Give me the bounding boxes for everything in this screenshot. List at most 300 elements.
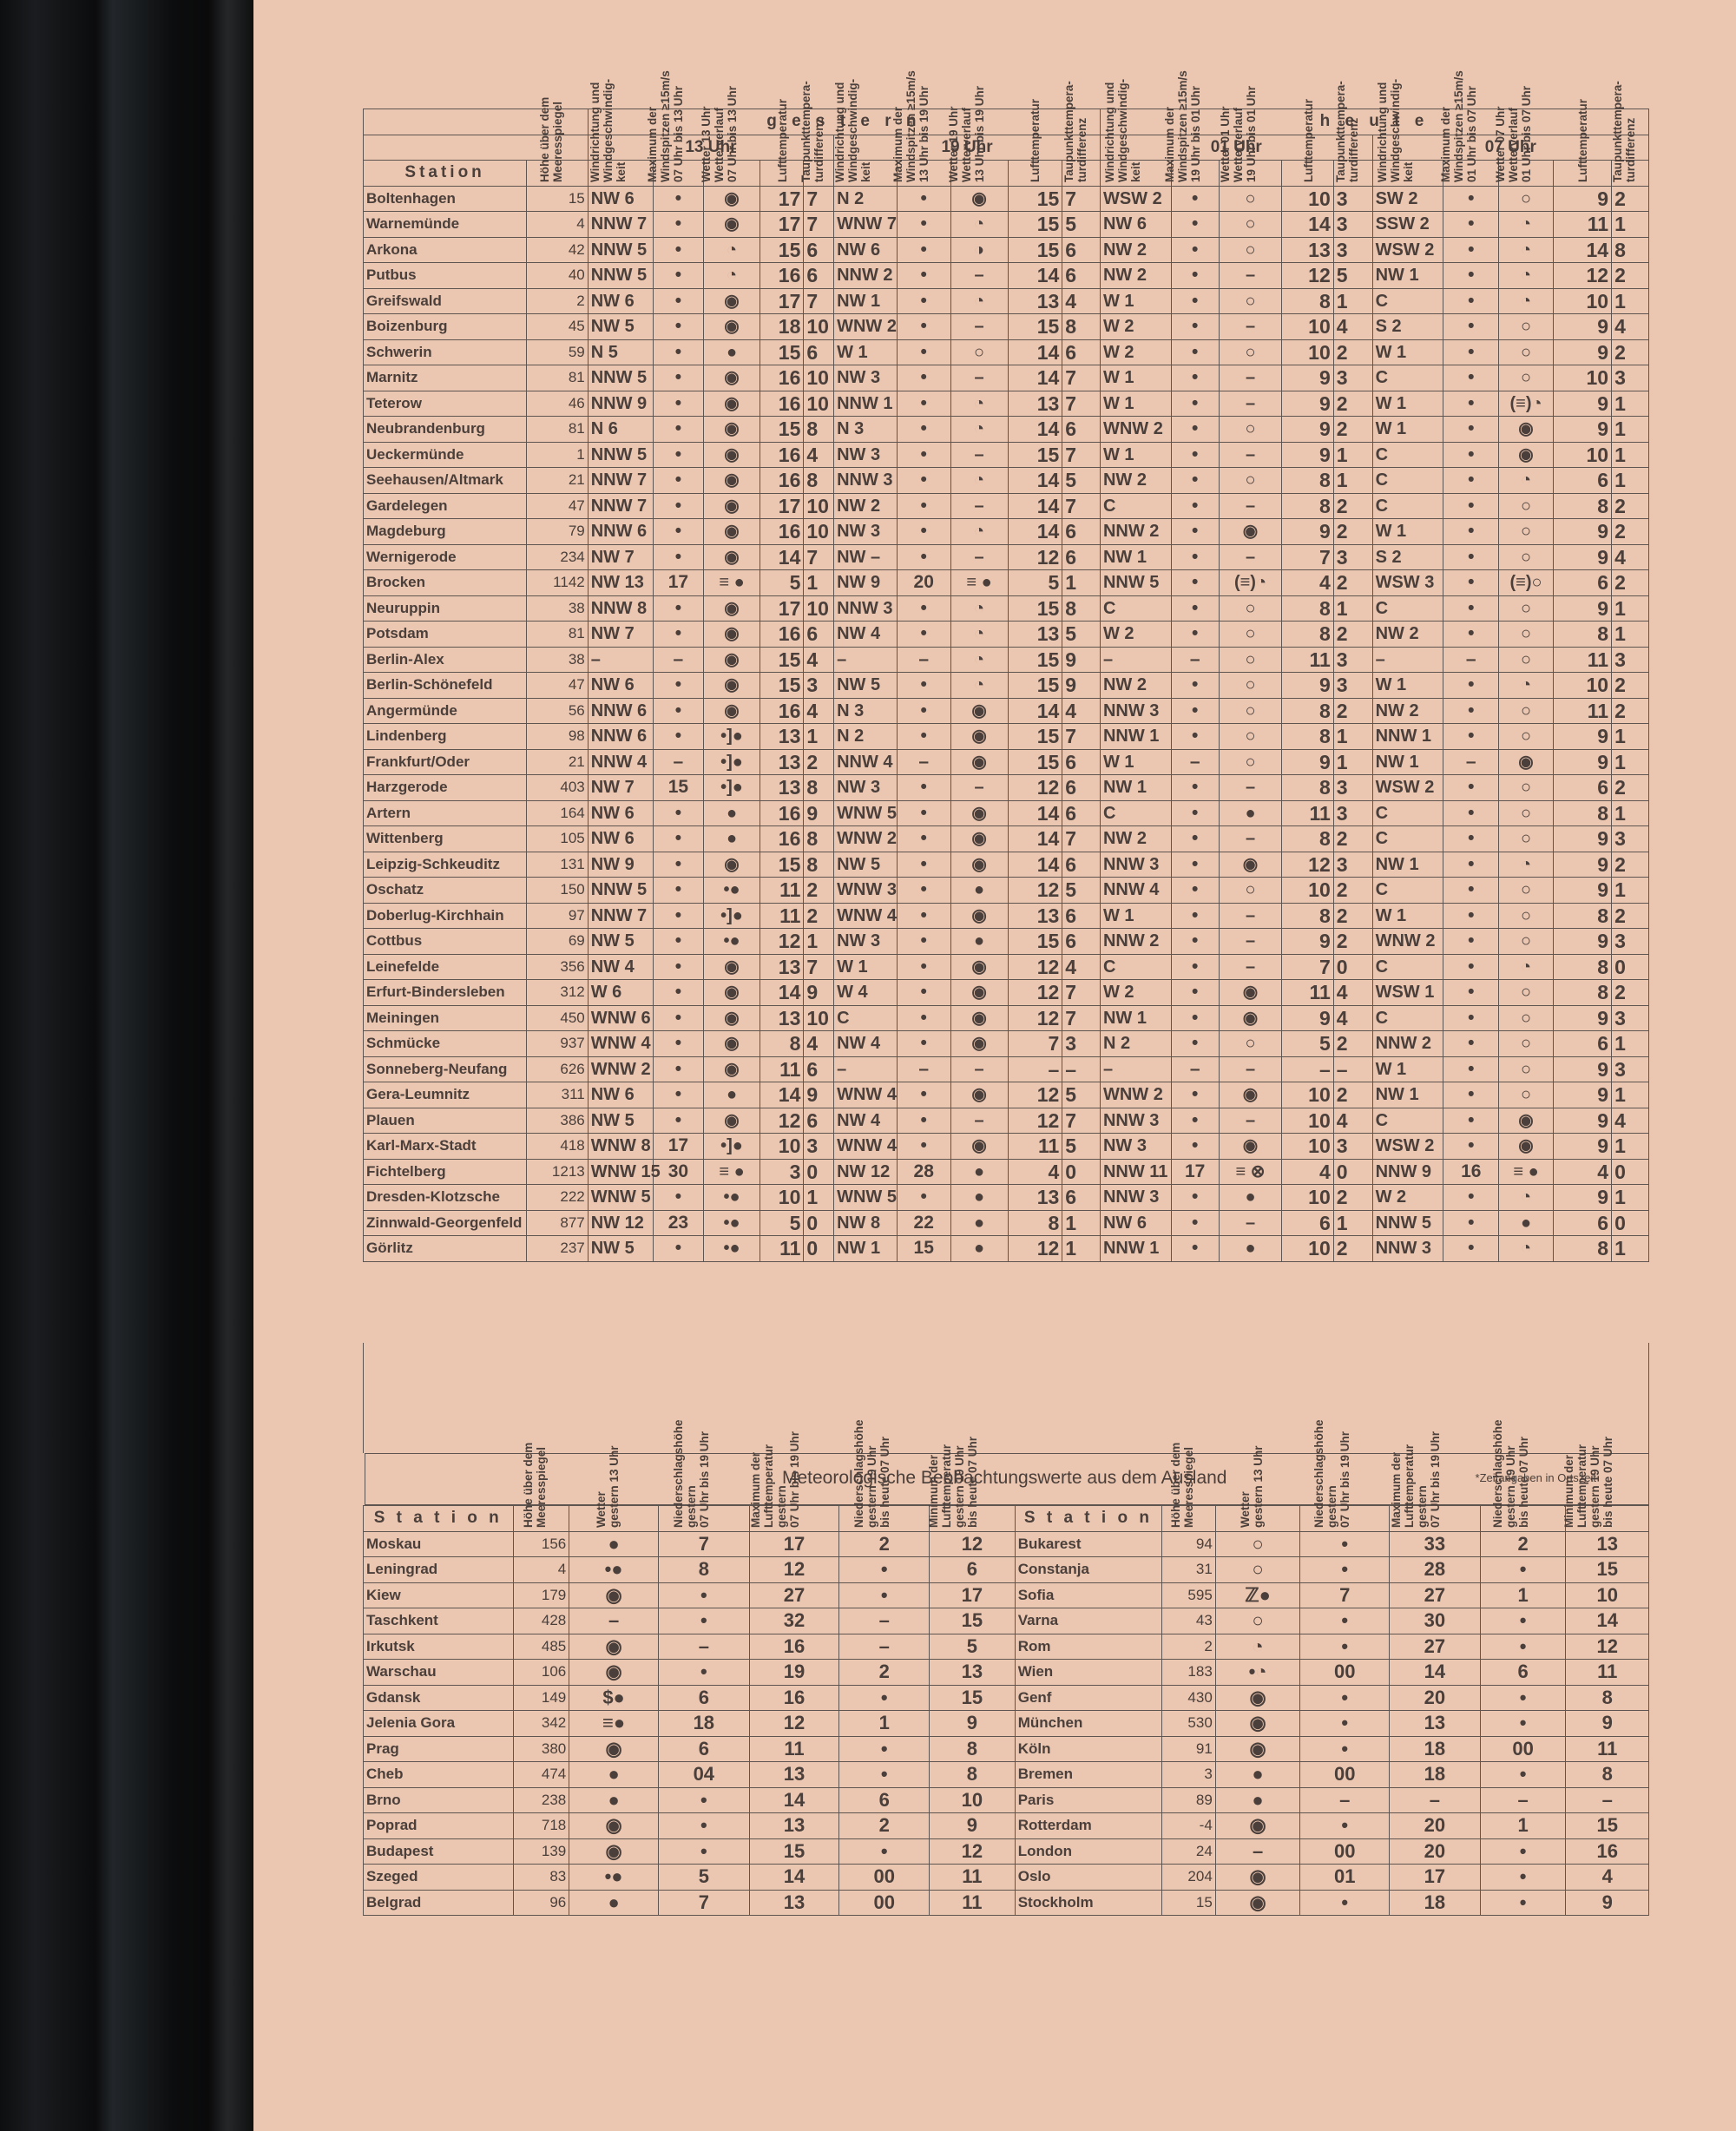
temp-19-cell: 7: [1008, 1031, 1062, 1057]
group-yesterday: g e s t e r n: [588, 109, 1100, 135]
dew-19-cell: –: [1062, 1056, 1101, 1082]
temp-13-cell: 17: [760, 595, 803, 622]
temp-19-cell: 12: [1008, 544, 1062, 570]
foreign-height-cell: 83: [513, 1865, 569, 1891]
wind-01-cell: WSW 2: [1100, 186, 1171, 212]
temp-07-cell: 10: [1553, 365, 1611, 391]
foreign-height-cell: 43: [1162, 1608, 1216, 1634]
foreign-max-cell: 18: [1390, 1762, 1481, 1788]
temp-13-cell: 16: [760, 263, 803, 289]
foreign-row: [364, 1787, 1649, 1813]
foreign-height-cell: 139: [513, 1838, 569, 1865]
dew-01-cell: 2: [1333, 826, 1372, 852]
dew-07-cell: 8: [1612, 237, 1649, 263]
dew-01-cell: –: [1333, 1056, 1372, 1082]
wind-01-cell: W 1: [1100, 903, 1171, 929]
dew-01-cell: 1: [1333, 442, 1372, 468]
wind-19-cell: N 3: [834, 698, 898, 724]
wx-07-cell: ◉: [1499, 749, 1554, 775]
max-13-cell: •: [653, 1082, 703, 1108]
temp-13-cell: 14: [760, 980, 803, 1006]
max-13-cell: •: [653, 519, 703, 545]
station-row: [364, 314, 1649, 340]
foreign-max-cell: 28: [1390, 1557, 1481, 1583]
max-13-cell: •: [653, 852, 703, 878]
foreign-min-cell: 11: [1566, 1736, 1649, 1762]
wx-19-cell: –: [950, 775, 1008, 801]
dew-07-cell: 2: [1612, 186, 1649, 212]
max-07-cell: •: [1443, 1056, 1499, 1082]
wind-07-cell: C: [1372, 800, 1443, 826]
max-01-cell: •: [1171, 903, 1219, 929]
temp-13-cell: 16: [760, 519, 803, 545]
wx-07-cell: ○: [1499, 339, 1554, 365]
dew-07-cell: 2: [1612, 775, 1649, 801]
temp-01-cell: 9: [1282, 1005, 1333, 1031]
wind-01-cell: W 1: [1100, 749, 1171, 775]
foreign-title-bar: [365, 1453, 1649, 1505]
foreign-precip-day-cell: •: [658, 1813, 749, 1839]
wx-19-cell: ○: [950, 339, 1008, 365]
wx-19-cell: ◉: [950, 698, 1008, 724]
wx-01-cell: –: [1219, 314, 1282, 340]
foreign-min-cell: 15: [930, 1608, 1016, 1634]
max-07-header: Maximum der Windspitzen ≥15m/s 01 Uhr bis 07 Uhr: [1443, 161, 1499, 187]
wind-19-cell: WNW 7: [834, 212, 898, 238]
wind-19-header: Windrichtung und Windgeschwindig- keit: [834, 161, 898, 187]
station-cell: Boizenburg: [364, 314, 527, 340]
wind-07-cell: WSW 2: [1372, 1134, 1443, 1160]
foreign-station-header-left: S t a t i o n: [364, 1506, 514, 1532]
dew-19-cell: 7: [1062, 365, 1101, 391]
station-cell: Boltenhagen: [364, 186, 527, 212]
max-13-cell: •: [653, 263, 703, 289]
max-01-cell: •: [1171, 339, 1219, 365]
wind-01-cell: NW 6: [1100, 1210, 1171, 1236]
temp-19-cell: 15: [1008, 673, 1062, 699]
foreign-height-cell: 238: [513, 1787, 569, 1813]
max-19-cell: •: [897, 1005, 950, 1031]
station-row: [364, 878, 1649, 904]
temp-07-cell: 9: [1553, 878, 1611, 904]
wind-01-cell: NNW 3: [1100, 1108, 1171, 1134]
height-cell: 98: [527, 724, 589, 750]
foreign-precip-day-cell: 01: [1300, 1865, 1390, 1891]
height-cell: 386: [527, 1108, 589, 1134]
temp-07-cell: 10: [1553, 288, 1611, 314]
temp-01-cell: 9: [1282, 519, 1333, 545]
wind-13-cell: WNW 2: [588, 1056, 653, 1082]
foreign-title: Meteorologische Beobachtungswerte aus dem Ausland: [782, 1468, 1227, 1488]
wind-19-cell: NW –: [834, 544, 898, 570]
temp-01-cell: 8: [1282, 724, 1333, 750]
dew-19-cell: 7: [1062, 493, 1101, 519]
station-cell: Artern: [364, 800, 527, 826]
wx-07-cell: ◔: [1499, 1236, 1554, 1262]
temp-19-cell: 12: [1008, 878, 1062, 904]
wx-07-cell: ○: [1499, 314, 1554, 340]
foreign-precip-night-cell: –: [839, 1608, 930, 1634]
foreign-precip-day-cell: 7: [658, 1531, 749, 1557]
foreign-station-cell: Rotterdam: [1015, 1813, 1161, 1839]
wind-13-cell: W 6: [588, 980, 653, 1006]
foreign-station-cell: Leningrad: [364, 1557, 514, 1583]
max-01-cell: •: [1171, 826, 1219, 852]
dew-13-cell: 8: [804, 417, 834, 443]
station-row: [364, 493, 1649, 519]
dew-19-cell: 4: [1062, 954, 1101, 980]
wind-13-cell: WNW 6: [588, 1005, 653, 1031]
wx-07-cell: ○: [1499, 775, 1554, 801]
foreign-max-cell: 12: [749, 1557, 839, 1583]
station-row: [364, 1031, 1649, 1057]
temp-13-cell: 13: [760, 749, 803, 775]
wind-01-cell: NNW 2: [1100, 519, 1171, 545]
station-row: [364, 980, 1649, 1006]
wind-01-cell: WNW 2: [1100, 1082, 1171, 1108]
max-19-cell: •: [897, 1134, 950, 1160]
dew-07-cell: 1: [1612, 800, 1649, 826]
temp-07-cell: 9: [1553, 544, 1611, 570]
foreign-max-cell: 33: [1390, 1531, 1481, 1557]
foreign-precip-day-cell: •: [1300, 1608, 1390, 1634]
temp-19-cell: 14: [1008, 468, 1062, 494]
max-19-cell: •: [897, 800, 950, 826]
max-01-cell: •: [1171, 878, 1219, 904]
wx-19-cell: ◔: [950, 212, 1008, 238]
station-row: [364, 724, 1649, 750]
foreign-precip-day-cell: •: [658, 1787, 749, 1813]
wind-13-cell: NW 6: [588, 826, 653, 852]
wind-01-cell: –: [1100, 1056, 1171, 1082]
wx-01-cell: ○: [1219, 673, 1282, 699]
max-01-cell: •: [1171, 1236, 1219, 1262]
max-01-cell: •: [1171, 1210, 1219, 1236]
max-19-cell: •: [897, 263, 950, 289]
foreign-height-cell: 4: [513, 1557, 569, 1583]
wind-07-cell: W 1: [1372, 391, 1443, 417]
wx-19-cell: ●: [950, 878, 1008, 904]
max-01-cell: •: [1171, 365, 1219, 391]
max-07-cell: •: [1443, 903, 1499, 929]
wind-01-cell: NNW 4: [1100, 878, 1171, 904]
max-13-cell: 30: [653, 1159, 703, 1185]
temp-07-cell: 9: [1553, 826, 1611, 852]
wind-19-cell: WNW 2: [834, 314, 898, 340]
max-01-cell: •: [1171, 724, 1219, 750]
max-01-cell: •: [1171, 442, 1219, 468]
station-row: [364, 365, 1649, 391]
wind-01-cell: NW 1: [1100, 1005, 1171, 1031]
wx-01-cell: ○: [1219, 417, 1282, 443]
domestic-table: [363, 69, 1649, 1262]
max-07-cell: •: [1443, 673, 1499, 699]
wx-01-cell: ○: [1219, 186, 1282, 212]
foreign-station-cell: Köln: [1015, 1736, 1161, 1762]
height-cell: 97: [527, 903, 589, 929]
height-cell: 47: [527, 493, 589, 519]
dew-19-cell: 1: [1062, 1236, 1101, 1262]
max-13-cell: •: [653, 212, 703, 238]
foreign-max-cell: 19: [749, 1660, 839, 1686]
foreign-height-cell: 179: [513, 1582, 569, 1608]
max-07-cell: 16: [1443, 1159, 1499, 1185]
max-07-cell: •: [1443, 544, 1499, 570]
station-cell: Frankfurt/Oder: [364, 749, 527, 775]
foreign-precip-night-cell: •: [839, 1685, 930, 1711]
temp-13-cell: 17: [760, 212, 803, 238]
wx-07-cell: ○: [1499, 1056, 1554, 1082]
dew-19-cell: 7: [1062, 724, 1101, 750]
temp-19-cell: 12: [1008, 1236, 1062, 1262]
temp-07-cell: 9: [1553, 1005, 1611, 1031]
foreign-precip-night-cell: 6: [839, 1787, 930, 1813]
temp-19-cell: 14: [1008, 800, 1062, 826]
foreign-max-cell: 14: [1390, 1660, 1481, 1686]
foreign-height-cell: 380: [513, 1736, 569, 1762]
wind-01-cell: W 1: [1100, 365, 1171, 391]
max-13-cell: •: [653, 186, 703, 212]
max-01-cell: •: [1171, 852, 1219, 878]
dew-13-cell: 2: [804, 878, 834, 904]
height-cell: 21: [527, 749, 589, 775]
wx-13-cell: ◉: [704, 954, 760, 980]
foreign-station-cell: Warschau: [364, 1660, 514, 1686]
wind-19-cell: NW 5: [834, 673, 898, 699]
foreign-row: [364, 1736, 1649, 1762]
max-19-cell: •: [897, 852, 950, 878]
dew-19-cell: 5: [1062, 1134, 1101, 1160]
wind-13-cell: NW 5: [588, 929, 653, 955]
wx-19-cell: ●: [950, 929, 1008, 955]
wind-13-cell: N 5: [588, 339, 653, 365]
station-cell: Wernigerode: [364, 544, 527, 570]
wx-19-cell: ◉: [950, 1031, 1008, 1057]
foreign-height-cell: 89: [1162, 1787, 1216, 1813]
temp-07-cell: 9: [1553, 749, 1611, 775]
station-row: [364, 826, 1649, 852]
foreign-max-header-left: Maximum der Lufttemperatur gestern 07 Uhr bis 19 Uhr: [749, 1506, 839, 1532]
temp-13-cell: 12: [760, 1108, 803, 1134]
foreign-height-cell: 15: [1162, 1890, 1216, 1916]
temp-19-cell: 15: [1008, 929, 1062, 955]
height-cell: 81: [527, 417, 589, 443]
max-13-cell: •: [653, 1185, 703, 1211]
wx-19-cell: ●: [950, 1210, 1008, 1236]
max-07-cell: •: [1443, 519, 1499, 545]
height-cell: 47: [527, 673, 589, 699]
foreign-precip-day-cell: 00: [1300, 1660, 1390, 1686]
temp-13-cell: 17: [760, 186, 803, 212]
wind-07-cell: C: [1372, 365, 1443, 391]
foreign-weather-cell: ●: [569, 1787, 659, 1813]
station-row: [364, 1082, 1649, 1108]
wind-07-cell: C: [1372, 1108, 1443, 1134]
max-19-cell: •: [897, 1031, 950, 1057]
temp-13-cell: 16: [760, 800, 803, 826]
dew-19-cell: 6: [1062, 339, 1101, 365]
height-cell: 4: [527, 212, 589, 238]
temp-13-cell: 18: [760, 314, 803, 340]
foreign-precip-day-cell: •: [1300, 1890, 1390, 1916]
dew-19-cell: 6: [1062, 237, 1101, 263]
foreign-precip-day-cell: •: [658, 1660, 749, 1686]
wx-07-cell: ○: [1499, 1082, 1554, 1108]
dew-01-cell: 3: [1333, 852, 1372, 878]
temp-01-cell: 9: [1282, 929, 1333, 955]
max-07-cell: •: [1443, 878, 1499, 904]
wind-19-cell: NW 3: [834, 365, 898, 391]
foreign-precip-night-cell: •: [1480, 1865, 1566, 1891]
wx-07-cell: ○: [1499, 519, 1554, 545]
temp-07-cell: 11: [1553, 698, 1611, 724]
max-19-cell: •: [897, 595, 950, 622]
station-cell: Meiningen: [364, 1005, 527, 1031]
wx-19-cell: –: [950, 1108, 1008, 1134]
max-07-cell: •: [1443, 775, 1499, 801]
temp-19-cell: 4: [1008, 1159, 1062, 1185]
station-cell: Karl-Marx-Stadt: [364, 1134, 527, 1160]
max-01-cell: •: [1171, 622, 1219, 648]
wind-01-cell: NNW 5: [1100, 570, 1171, 596]
station-cell: Magdeburg: [364, 519, 527, 545]
height-cell: 356: [527, 954, 589, 980]
max-13-cell: •: [653, 903, 703, 929]
dew-13-cell: 8: [804, 826, 834, 852]
temp-07-cell: 9: [1553, 1056, 1611, 1082]
dew-07-cell: 1: [1612, 878, 1649, 904]
wind-19-cell: WNW 3: [834, 878, 898, 904]
wx-19-cell: ◉: [950, 749, 1008, 775]
wx-19-cell: ◔: [950, 622, 1008, 648]
foreign-precip-night-cell: •: [1480, 1890, 1566, 1916]
height-cell: 56: [527, 698, 589, 724]
foreign-precip-day-cell: 7: [1300, 1582, 1390, 1608]
dew-01-cell: 2: [1333, 519, 1372, 545]
wx-07-cell: ≡ ●: [1499, 1159, 1554, 1185]
foreign-height-cell: 24: [1162, 1838, 1216, 1865]
max-19-cell: •: [897, 878, 950, 904]
wx-13-cell: ◉: [704, 186, 760, 212]
wind-07-cell: C: [1372, 288, 1443, 314]
max-19-cell: •: [897, 1185, 950, 1211]
foreign-height-cell: 96: [513, 1890, 569, 1916]
temp-19-cell: 14: [1008, 339, 1062, 365]
max-19-cell: –: [897, 647, 950, 673]
max-13-cell: •: [653, 800, 703, 826]
foreign-precip-night-cell: •: [1480, 1685, 1566, 1711]
station-cell: Warnemünde: [364, 212, 527, 238]
temp-01-cell: 9: [1282, 365, 1333, 391]
foreign-station-cell: Wien: [1015, 1660, 1161, 1686]
foreign-precip-night-cell: •: [1480, 1711, 1566, 1737]
wind-13-cell: NW 9: [588, 852, 653, 878]
wind-19-cell: W 4: [834, 980, 898, 1006]
wind-13-cell: WNW 8: [588, 1134, 653, 1160]
max-13-cell: •: [653, 1005, 703, 1031]
temp-01-cell: –: [1282, 1056, 1333, 1082]
temp-07-cell: 10: [1553, 442, 1611, 468]
height-cell: 2: [527, 288, 589, 314]
dew-01-cell: 2: [1333, 417, 1372, 443]
max-19-cell: –: [897, 1056, 950, 1082]
station-row: [364, 929, 1649, 955]
wx-19-cell: –: [950, 1056, 1008, 1082]
wx-01-cell: –: [1219, 544, 1282, 570]
wind-19-cell: N 3: [834, 417, 898, 443]
max-13-cell: •: [653, 1108, 703, 1134]
dew-01-cell: 2: [1333, 1185, 1372, 1211]
wx-13-cell: •]●: [704, 1134, 760, 1160]
wind-01-cell: NW 2: [1100, 468, 1171, 494]
max-13-cell: •: [653, 442, 703, 468]
wind-07-cell: W 1: [1372, 417, 1443, 443]
foreign-min-cell: 11: [930, 1890, 1016, 1916]
temp-07-cell: 9: [1553, 724, 1611, 750]
wind-13-cell: NNW 5: [588, 365, 653, 391]
wind-19-cell: NNW 1: [834, 391, 898, 417]
max-13-header: Maximum der Windspitzen ≥15m/s 07 Uhr bis 13 Uhr: [653, 161, 703, 187]
dew-07-cell: 2: [1612, 980, 1649, 1006]
wx-01-cell: ○: [1219, 468, 1282, 494]
wind-01-cell: C: [1100, 800, 1171, 826]
dew-19-cell: 8: [1062, 314, 1101, 340]
dew-19-cell: 8: [1062, 595, 1101, 622]
temp-13-cell: 11: [760, 1236, 803, 1262]
wind-01-cell: C: [1100, 493, 1171, 519]
station-row: [364, 237, 1649, 263]
temp-13-cell: 16: [760, 622, 803, 648]
dew-19-cell: 6: [1062, 852, 1101, 878]
station-cell: Fichtelberg: [364, 1159, 527, 1185]
height-cell: 81: [527, 365, 589, 391]
dew-07-cell: 2: [1612, 263, 1649, 289]
max-19-cell: •: [897, 622, 950, 648]
height-col-header: Höhe über dem Meeresspiegel: [527, 161, 589, 187]
dew-13-cell: 6: [804, 1056, 834, 1082]
max-19-cell: •: [897, 391, 950, 417]
foreign-weather-cell: ○: [1215, 1557, 1300, 1583]
max-19-cell: •: [897, 929, 950, 955]
temp-07-cell: 10: [1553, 673, 1611, 699]
wx-01-cell: ≡ ⊗: [1219, 1159, 1282, 1185]
foreign-max-cell: 11: [749, 1736, 839, 1762]
foreign-min-cell: 9: [1566, 1890, 1649, 1916]
dew-01-cell: 2: [1333, 339, 1372, 365]
foreign-precip-night-cell: 1: [839, 1711, 930, 1737]
dew-07-cell: 1: [1612, 622, 1649, 648]
temp-07-cell: 11: [1553, 212, 1611, 238]
wx-13-cell: ◉: [704, 1005, 760, 1031]
wx-07-cell: ◔: [1499, 852, 1554, 878]
wind-07-cell: WSW 2: [1372, 775, 1443, 801]
temp-01-cell: 9: [1282, 749, 1333, 775]
wind-01-cell: NW 2: [1100, 673, 1171, 699]
dew-07-cell: 0: [1612, 1210, 1649, 1236]
max-19-header: Maximum der Windspitzen ≥15m/s 13 Uhr bis 19 Uhr: [897, 161, 950, 187]
station-row: [364, 698, 1649, 724]
foreign-min-cell: 16: [1566, 1838, 1649, 1865]
wx-19-cell: –: [950, 314, 1008, 340]
foreign-min-cell: 8: [1566, 1762, 1649, 1788]
dew-07-cell: 3: [1612, 647, 1649, 673]
temp-07-cell: 9: [1553, 852, 1611, 878]
dew-01-cell: 3: [1333, 186, 1372, 212]
max-19-cell: •: [897, 237, 950, 263]
wind-19-cell: WNW 4: [834, 1134, 898, 1160]
wx-01-cell: ○: [1219, 724, 1282, 750]
max-13-cell: –: [653, 749, 703, 775]
